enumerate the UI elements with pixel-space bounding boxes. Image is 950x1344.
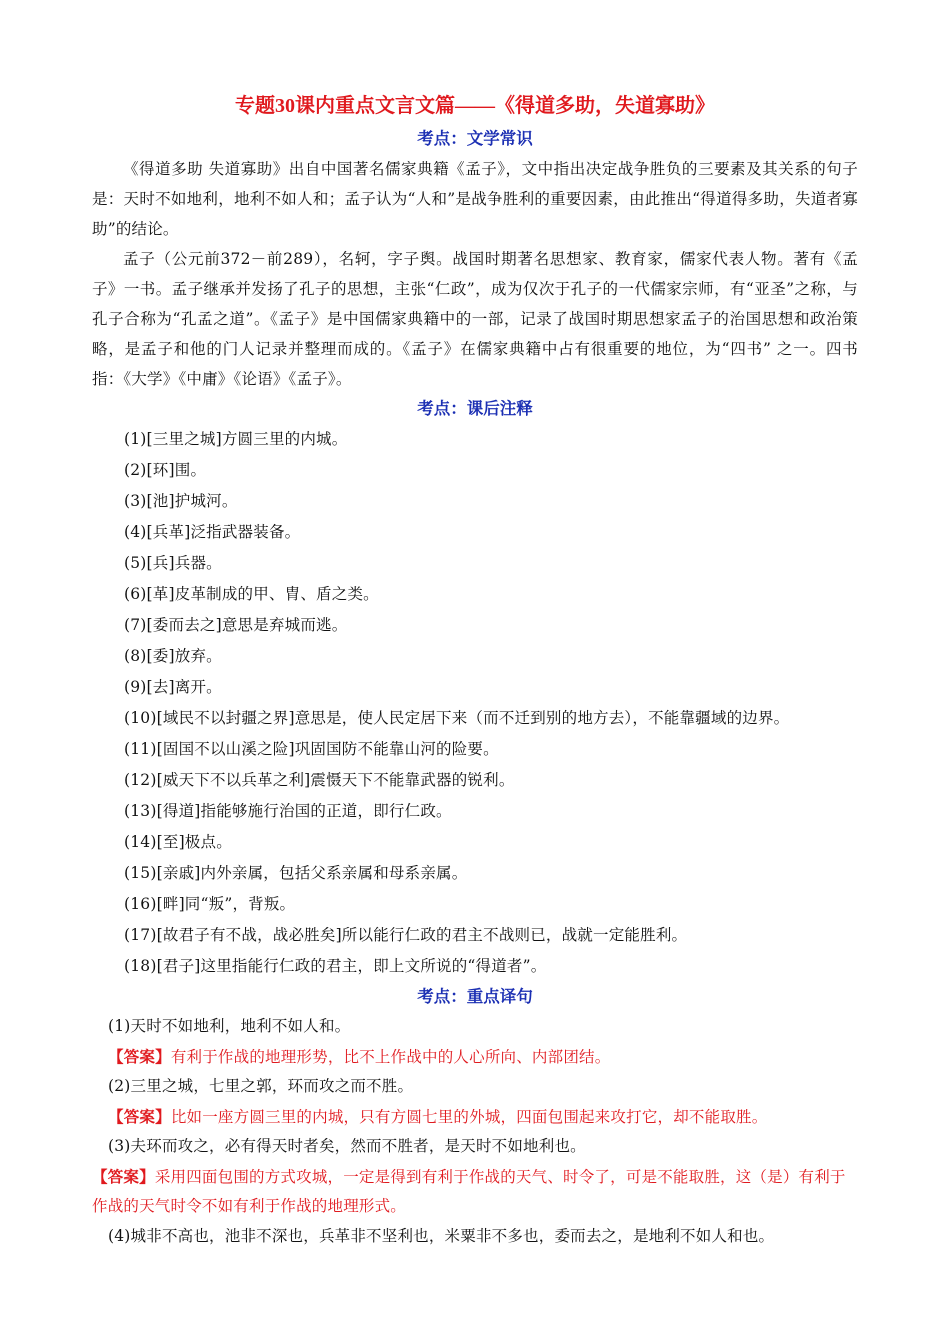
note-item: (4)[兵革]泛指武器装备。 — [124, 523, 301, 541]
answer-text: 采用四面包围的方式攻城，一定是得到有利于作战的天气、时令了，可是不能取胜，这（是）有利于作战的天气时令不如有利于作战的地理形式。 — [92, 1167, 846, 1215]
note-item: (15)[亲戚]内外亲属，包括父系亲属和母系亲属。 — [124, 864, 468, 882]
note-item: (16)[畔]同“叛”，背叛。 — [124, 895, 296, 913]
note-item: (18)[君子]这里指能行仁政的君主，即上文所说的“得道者”。 — [124, 957, 547, 975]
notes-list — [92, 424, 858, 982]
note-item: (11)[固国不以山溪之险]巩固国防不能靠山河的险要。 — [124, 740, 499, 758]
literature-paragraph-1: 《得道多助 失道寡助》出自中国著名儒家典籍《孟子》，文中指出决定战争胜负的三要素及其关系的句子是：天时不如地利，地利不如人和；孟子认为“人和”是战争胜利的重要因素，由此推出“得道得多助，失道者寡助”的结论。 — [92, 160, 858, 238]
answer-tag: 【答案】 — [92, 1166, 155, 1186]
note-item: (6)[革]皮革制成的甲、胄、盾之类。 — [124, 585, 379, 603]
note-item: (17)[故君子有不战，战必胜矣]所以能行仁政的君主不战则已，战就一定能胜利。 — [124, 926, 688, 944]
page-title: 专题30课内重点文言文篇——《得道多助，失道寡助》 — [235, 95, 715, 117]
note-item: (1)[三里之城]方圆三里的内城。 — [124, 430, 348, 448]
note-item: (13)[得道]指能够施行治国的正道，即行仁政。 — [124, 802, 452, 820]
section-heading-notes: 考点：课后注释 — [417, 399, 533, 418]
note-item: (12)[威天下不以兵革之利]震慑天下不能靠武器的锐利。 — [124, 771, 515, 789]
answer-text: 比如一座方圆三里的内城，只有方圆七里的外城，四面包围起来攻打它，却不能取胜。 — [170, 1107, 768, 1126]
answer-tag: 【答案】 — [108, 1046, 171, 1066]
note-item: (5)[兵]兵器。 — [124, 554, 222, 572]
note-item: (14)[至]极点。 — [124, 833, 232, 851]
translation-question-2: (2)三里之城，七里之郭，环而攻之而不胜。 — [108, 1077, 414, 1095]
document-page — [92, 92, 858, 1251]
translation-question-3: (3)夫环而攻之，必有得天时者矣，然而不胜者，是天时不如地利也。 — [108, 1137, 586, 1155]
note-item: (9)[去]离开。 — [124, 678, 222, 696]
answer-text: 有利于作战的地理形势，比不上作战中的人心所向、内部团结。 — [170, 1047, 611, 1066]
section-heading-literature: 考点：文学常识 — [417, 129, 533, 148]
translation-question-1: (1)天时不如地利，地利不如人和。 — [108, 1017, 351, 1035]
note-item: (3)[池]护城河。 — [124, 492, 238, 510]
translation-question-4: (4)城非不高也，池非不深也，兵革非不坚利也，米粟非不多也，委而去之，是地利不如人和也。 — [108, 1226, 775, 1245]
translation-answer-2 — [92, 1102, 858, 1133]
translation-answer-1 — [92, 1042, 858, 1073]
note-item: (8)[委]放弃。 — [124, 647, 222, 665]
answer-tag: 【答案】 — [108, 1106, 171, 1126]
note-item: (2)[环]围。 — [124, 461, 207, 479]
translation-answer-3 — [92, 1162, 858, 1222]
literature-paragraph-2: 孟子（公元前372－前289），名轲，字子舆。战国时期著名思想家、教育家，儒家代表人物。著有《孟子》一书。孟子继承并发扬了孔子的思想，主张“仁政”，成为仅次于孔子的一代儒家宗师，有“亚圣”之称，与孔子合称为“孔孟之道”。《孟子》是中国儒家典籍中的一部，记录了战国时期思想家孟子的治国思想和政治策略，是孟子和他的门人记录并整理而成的。《孟子》在儒家典籍中占有很重要的地位，为“四书” 之一。四书指：《大学》《中庸》《论语》《孟子》。 — [92, 250, 858, 388]
section-heading-translation: 考点：重点译句 — [417, 987, 533, 1006]
note-item: (10)[域民不以封疆之界]意思是，使人民定居下来（而不迁到别的地方去），不能靠疆域的边界。 — [124, 709, 790, 727]
note-item: (7)[委而去之]意思是弃城而逃。 — [124, 616, 348, 634]
